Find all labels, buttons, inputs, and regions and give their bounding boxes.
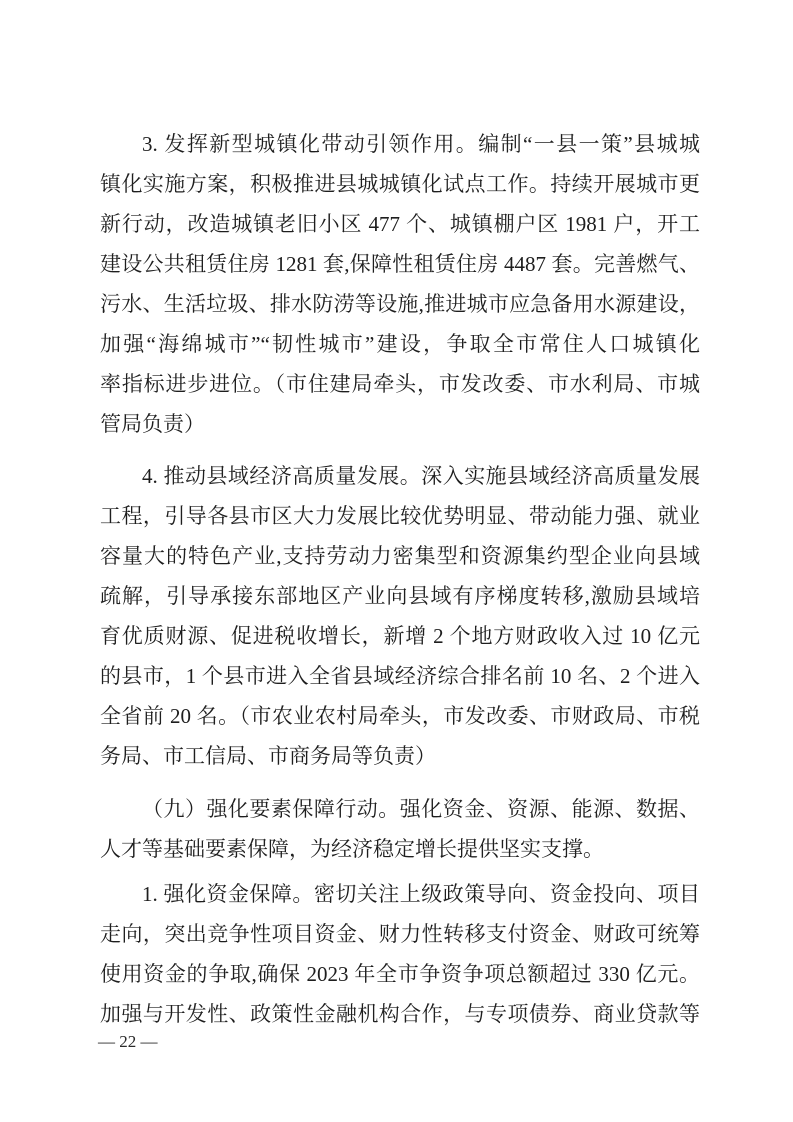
text-line: 全省前 20 名。（市农业农村局牵头，市发改委、市财政局、市税 bbox=[100, 704, 700, 728]
text-line: 走向，突出竞争性项目资金、财力性转移支付资金、财政可统筹 bbox=[100, 922, 700, 946]
text-line: 育优质财源、促进税收增长，新增 2 个地方财政收入过 10 亿元 bbox=[100, 624, 700, 648]
text-line: 疏解，引导承接东部地区产业向县域有序梯度转移,激励县域培 bbox=[100, 584, 700, 608]
text-line: 的县市，1 个县市进入全省县域经济综合排名前 10 名、2 个进入 bbox=[100, 664, 700, 688]
text-line: 建设公共租赁住房 1281 套,保障性租赁住房 4487 套。完善燃气、 bbox=[100, 252, 700, 276]
text-line: 务局、市工信局、市商务局等负责） bbox=[100, 744, 436, 768]
text-line: （九）强化要素保障行动。强化资金、资源、能源、数据、 bbox=[142, 797, 700, 821]
paragraph-item-3 bbox=[100, 124, 700, 444]
text-line: 工程，引导各县市区大力发展比较优势明显、带动能力强、就业 bbox=[100, 504, 700, 528]
paragraph-item-4 bbox=[100, 456, 700, 776]
text-line: 新行动，改造城镇老旧小区 477 个、城镇棚户区 1981 户，开工 bbox=[100, 212, 700, 236]
document-body bbox=[100, 124, 700, 1034]
text-line: 镇化实施方案，积极推进县城城镇化试点工作。持续开展城市更 bbox=[100, 172, 700, 196]
text-line: 加强与开发性、政策性金融机构合作，与专项债券、商业贷款等 bbox=[100, 1002, 700, 1026]
text-line: 容量大的特色产业,支持劳动力密集型和资源集约型企业向县域 bbox=[100, 544, 700, 568]
text-line: 污水、生活垃圾、排水防涝等设施,推进城市应急备用水源建设， bbox=[100, 292, 700, 316]
page-number: — 22 — bbox=[98, 1032, 158, 1051]
text-line: 使用资金的争取,确保 2023 年全市争资争项总额超过 330 亿元。 bbox=[100, 962, 700, 986]
text-line: 管局负责） bbox=[100, 412, 205, 436]
paragraph-section-9 bbox=[100, 789, 700, 869]
text-line: 4. 推动县域经济高质量发展。深入实施县域经济高质量发展 bbox=[142, 464, 700, 488]
text-line: 加强“海绵城市”“韧性城市”建设，争取全市常住人口城镇化 bbox=[100, 332, 700, 356]
text-line: 率指标进步进位。（市住建局牵头，市发改委、市水利局、市城 bbox=[100, 372, 700, 396]
text-line: 1. 强化资金保障。密切关注上级政策导向、资金投向、项目 bbox=[142, 882, 700, 906]
text-line: 3. 发挥新型城镇化带动引领作用。编制“一县一策”县城城 bbox=[142, 132, 700, 156]
text-line: 人才等基础要素保障，为经济稳定增长提供坚实支撑。 bbox=[100, 837, 604, 861]
paragraph-item-1 bbox=[100, 874, 700, 1034]
